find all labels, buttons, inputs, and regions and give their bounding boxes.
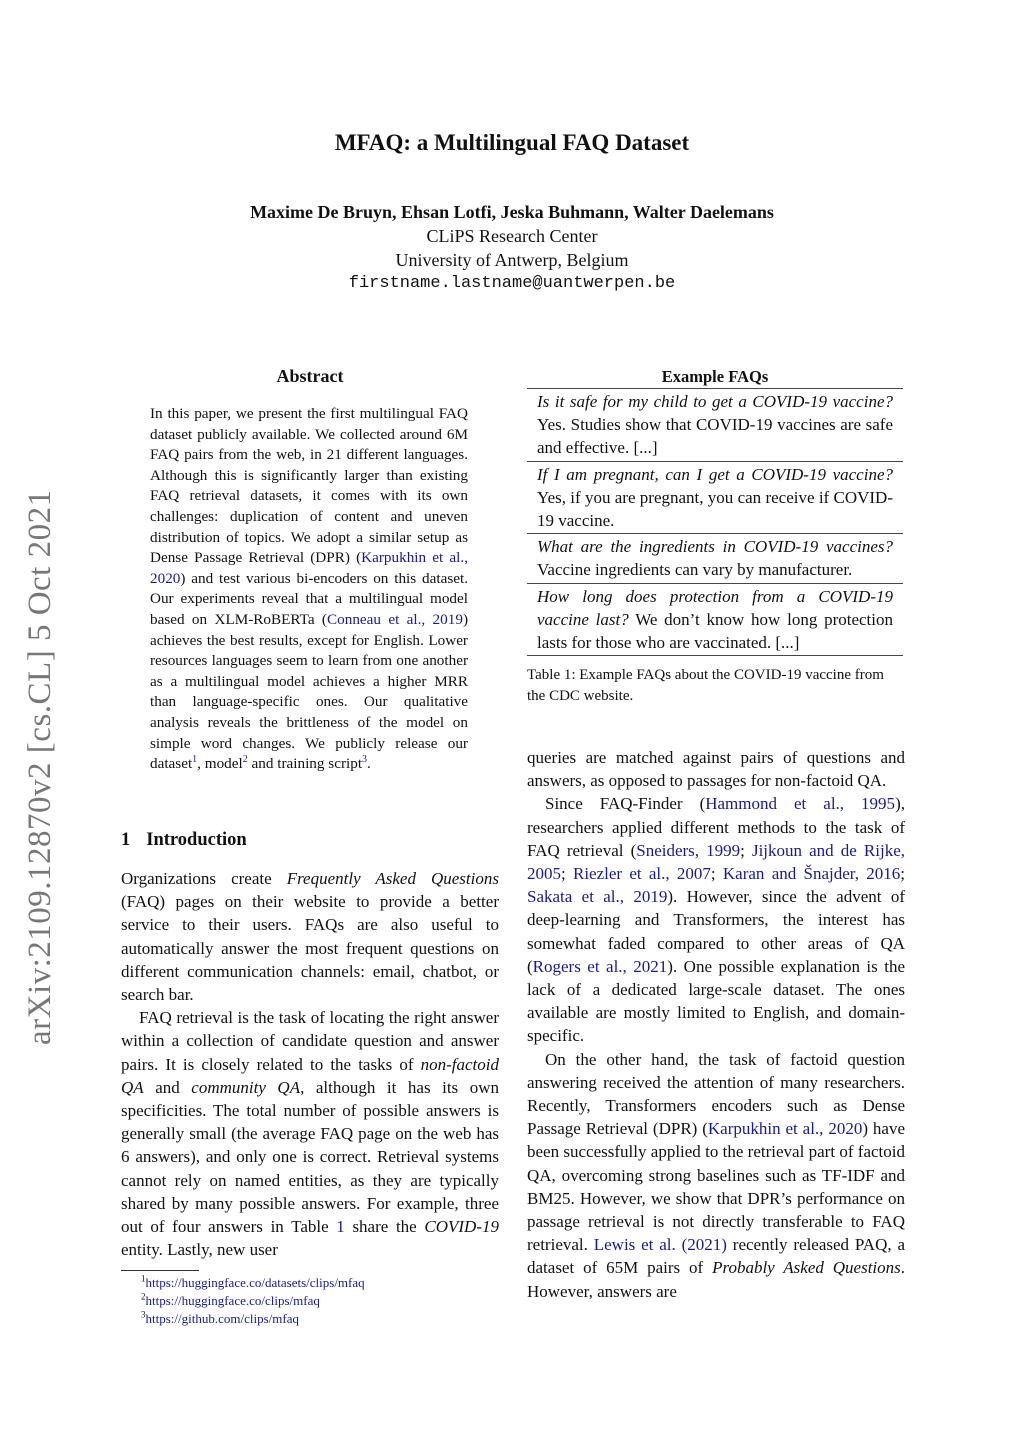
footnote-url-link[interactable]: https://github.com/clips/mfaq xyxy=(145,1311,299,1326)
author-email: firstname.lastname@uantwerpen.be xyxy=(348,274,676,293)
footnote: $^2$https://huggingface.co/clips/mfaq xyxy=(141,1291,320,1308)
citation-link[interactable]: Lewis et al. (2021) xyxy=(593,1235,727,1255)
table-row: If I am pregnant, can I get a COVID-19 vaccine? Yes, if you are pregnant, you can receive if COVID-19 vaccine. xyxy=(527,461,903,534)
citation-link[interactable]: Riezler et al., 2007 xyxy=(573,864,711,884)
citation-link[interactable]: Sakata et al., 2019 xyxy=(527,887,668,907)
right-column-body xyxy=(527,746,905,1303)
body-paragraph: On the other hand, the task of factoid question answering received the attention of many researchers. Recently, Transformers encoders such as Dense Passage Retrieval (DPR) (Karpukhin et al., 2020) have been successfully applied to the retrieval part of factoid QA, overcoming strong baselines such as TF-IDF and BM25. However, we show that DPR’s performance on passage retrieval is not directly transferable to FAQ retrieval. Lewis et al. (2021) recently released PAQ, a dataset of 65M pairs of Probably Asked Questions. However, answers are xyxy=(527,1049,906,1301)
intro-paragraph: FAQ retrieval is the task of locating the right answer within a collection of candidate question and answer pairs. It is closely related to the tasks of non-factoid QA and community QA, although it has its own specificities. The total number of possible answers is generally small (the average FAQ page on the web has 6 answers), and only one is correct. Retrieval systems cannot rely on named entities, as they are typically shared by many possible answers. For example, three out of four answers in Table 1 share the COVID-19 entity. Lastly, new user xyxy=(121,1008,499,1260)
table-row: How long does protection from a COVID-19 vaccine last? We don’t know how long protection lasts for those who are vaccinated. [...] xyxy=(527,583,903,657)
footnotes xyxy=(141,1274,365,1328)
footnote-ref[interactable]: 3 xyxy=(362,754,368,766)
table-title: Example FAQs xyxy=(661,367,769,386)
author-block xyxy=(0,200,1024,296)
section-heading-introduction: 1 Introduction xyxy=(121,830,247,850)
citation-link[interactable]: Conneau et al., 2019 xyxy=(327,610,463,628)
citation-link[interactable]: Rogers et al., 2021 xyxy=(532,956,668,976)
table-row: Is it safe for my child to get a COVID-19 vaccine? Yes. Studies show that COVID-19 vaccines are safe and effective. [...] xyxy=(527,388,903,461)
citation-link[interactable]: Karpukhin et al., 2020 xyxy=(707,1119,863,1139)
table-row: What are the ingredients in COVID-19 vaccines? Vaccine ingredients can vary by manufacturer. xyxy=(527,533,903,582)
author-names: Maxime De Bruyn, Ehsan Lotfi, Jeska Buhmann, Walter Daelemans xyxy=(250,202,774,222)
footnote-url-link[interactable]: https://huggingface.co/datasets/clips/mfaq xyxy=(145,1275,365,1290)
intro-paragraph: Organizations create Frequently Asked Questions (FAQ) pages on their website to provide a better service to their users. FAQs are also useful to automatically answer the most frequent questions on different communication channels: email, chatbot, or search bar. xyxy=(121,869,499,1005)
footnote: $^3$https://github.com/clips/mfaq xyxy=(141,1309,299,1326)
affiliation-center: CLiPS Research Center xyxy=(426,226,598,246)
footnote: $^1$https://huggingface.co/datasets/clips/mfaq xyxy=(141,1273,365,1290)
example-faq-table xyxy=(527,366,903,656)
table-ref-link[interactable]: 1 xyxy=(336,1217,345,1237)
citation-link[interactable]: Jijkoun and de Rijke, 2005 xyxy=(527,840,905,884)
table-caption: Table 1: Example FAQs about the COVID-19 vaccine from the CDC website. xyxy=(527,667,884,704)
abstract-heading: Abstract xyxy=(276,366,344,386)
footnote-divider xyxy=(121,1270,199,1271)
citation-link[interactable]: Karpukhin et al., 2020 xyxy=(150,549,468,587)
body-paragraph: Since FAQ-Finder (Hammond et al., 1995), researchers applied different methods to the task of FAQ retrieval (Sneiders, 1999; Jijkoun and de Rijke, 2005; Riezler et al., 2007; Karan and Šnajder, 2016; Sakata et al., 2019). However, since the advent of deep-learning and Transformers, the interest has somewhat faded compared to other areas of QA (Rogers et al., 2021). One possible explanation is the lack of a dedicated large-scale dataset. The ones available are mostly limited to English, and domain-specific. xyxy=(527,794,905,1046)
body-paragraph: queries are matched against pairs of questions and answers, as opposed to passages for non-factoid QA. xyxy=(527,748,905,791)
introduction-body xyxy=(121,867,499,1261)
citation-link[interactable]: Sneiders, 1999 xyxy=(636,840,741,860)
citation-link[interactable]: Hammond et al., 1995 xyxy=(705,794,896,814)
footnote-url-link[interactable]: https://huggingface.co/clips/mfaq xyxy=(145,1293,320,1308)
footnote-ref[interactable]: 1 xyxy=(192,754,198,766)
affiliation-university: University of Antwerp, Belgium xyxy=(395,250,629,270)
paper-title: MFAQ: a Multilingual FAQ Dataset xyxy=(334,130,690,155)
abstract-text: In this paper, we present the first multilingual FAQ dataset publicly available. We collected around 6M FAQ pairs from the web, in 21 different languages. Although this is significantly larger than existing FAQ retrieval datasets, it comes with its own challenges: duplication of content and uneven distribution of topics. We adopt a similar setup as Dense Passage Retrieval (DPR) (Karpukhin et al., 2020) and test various bi-encoders on this dataset. Our experiments reveal that a multilingual model based on XLM-RoBERTa (Conneau et al., 2019) achieves the best results, except for English. Lower resources languages seem to learn from one another as a multilingual model achieves a higher MRR than language-specific ones. Our qualitative analysis reveals the brittleness of the model on simple word changes. We publicly release our dataset$^1$, model$^2$ and training script$^3$. xyxy=(150,405,468,773)
arxiv-identifier: arXiv:2109.12870v2 [cs.CL] 5 Oct 2021 xyxy=(22,489,58,1045)
citation-link[interactable]: Karan and Šnajder, 2016 xyxy=(722,864,901,884)
footnote-ref[interactable]: 2 xyxy=(242,754,248,766)
